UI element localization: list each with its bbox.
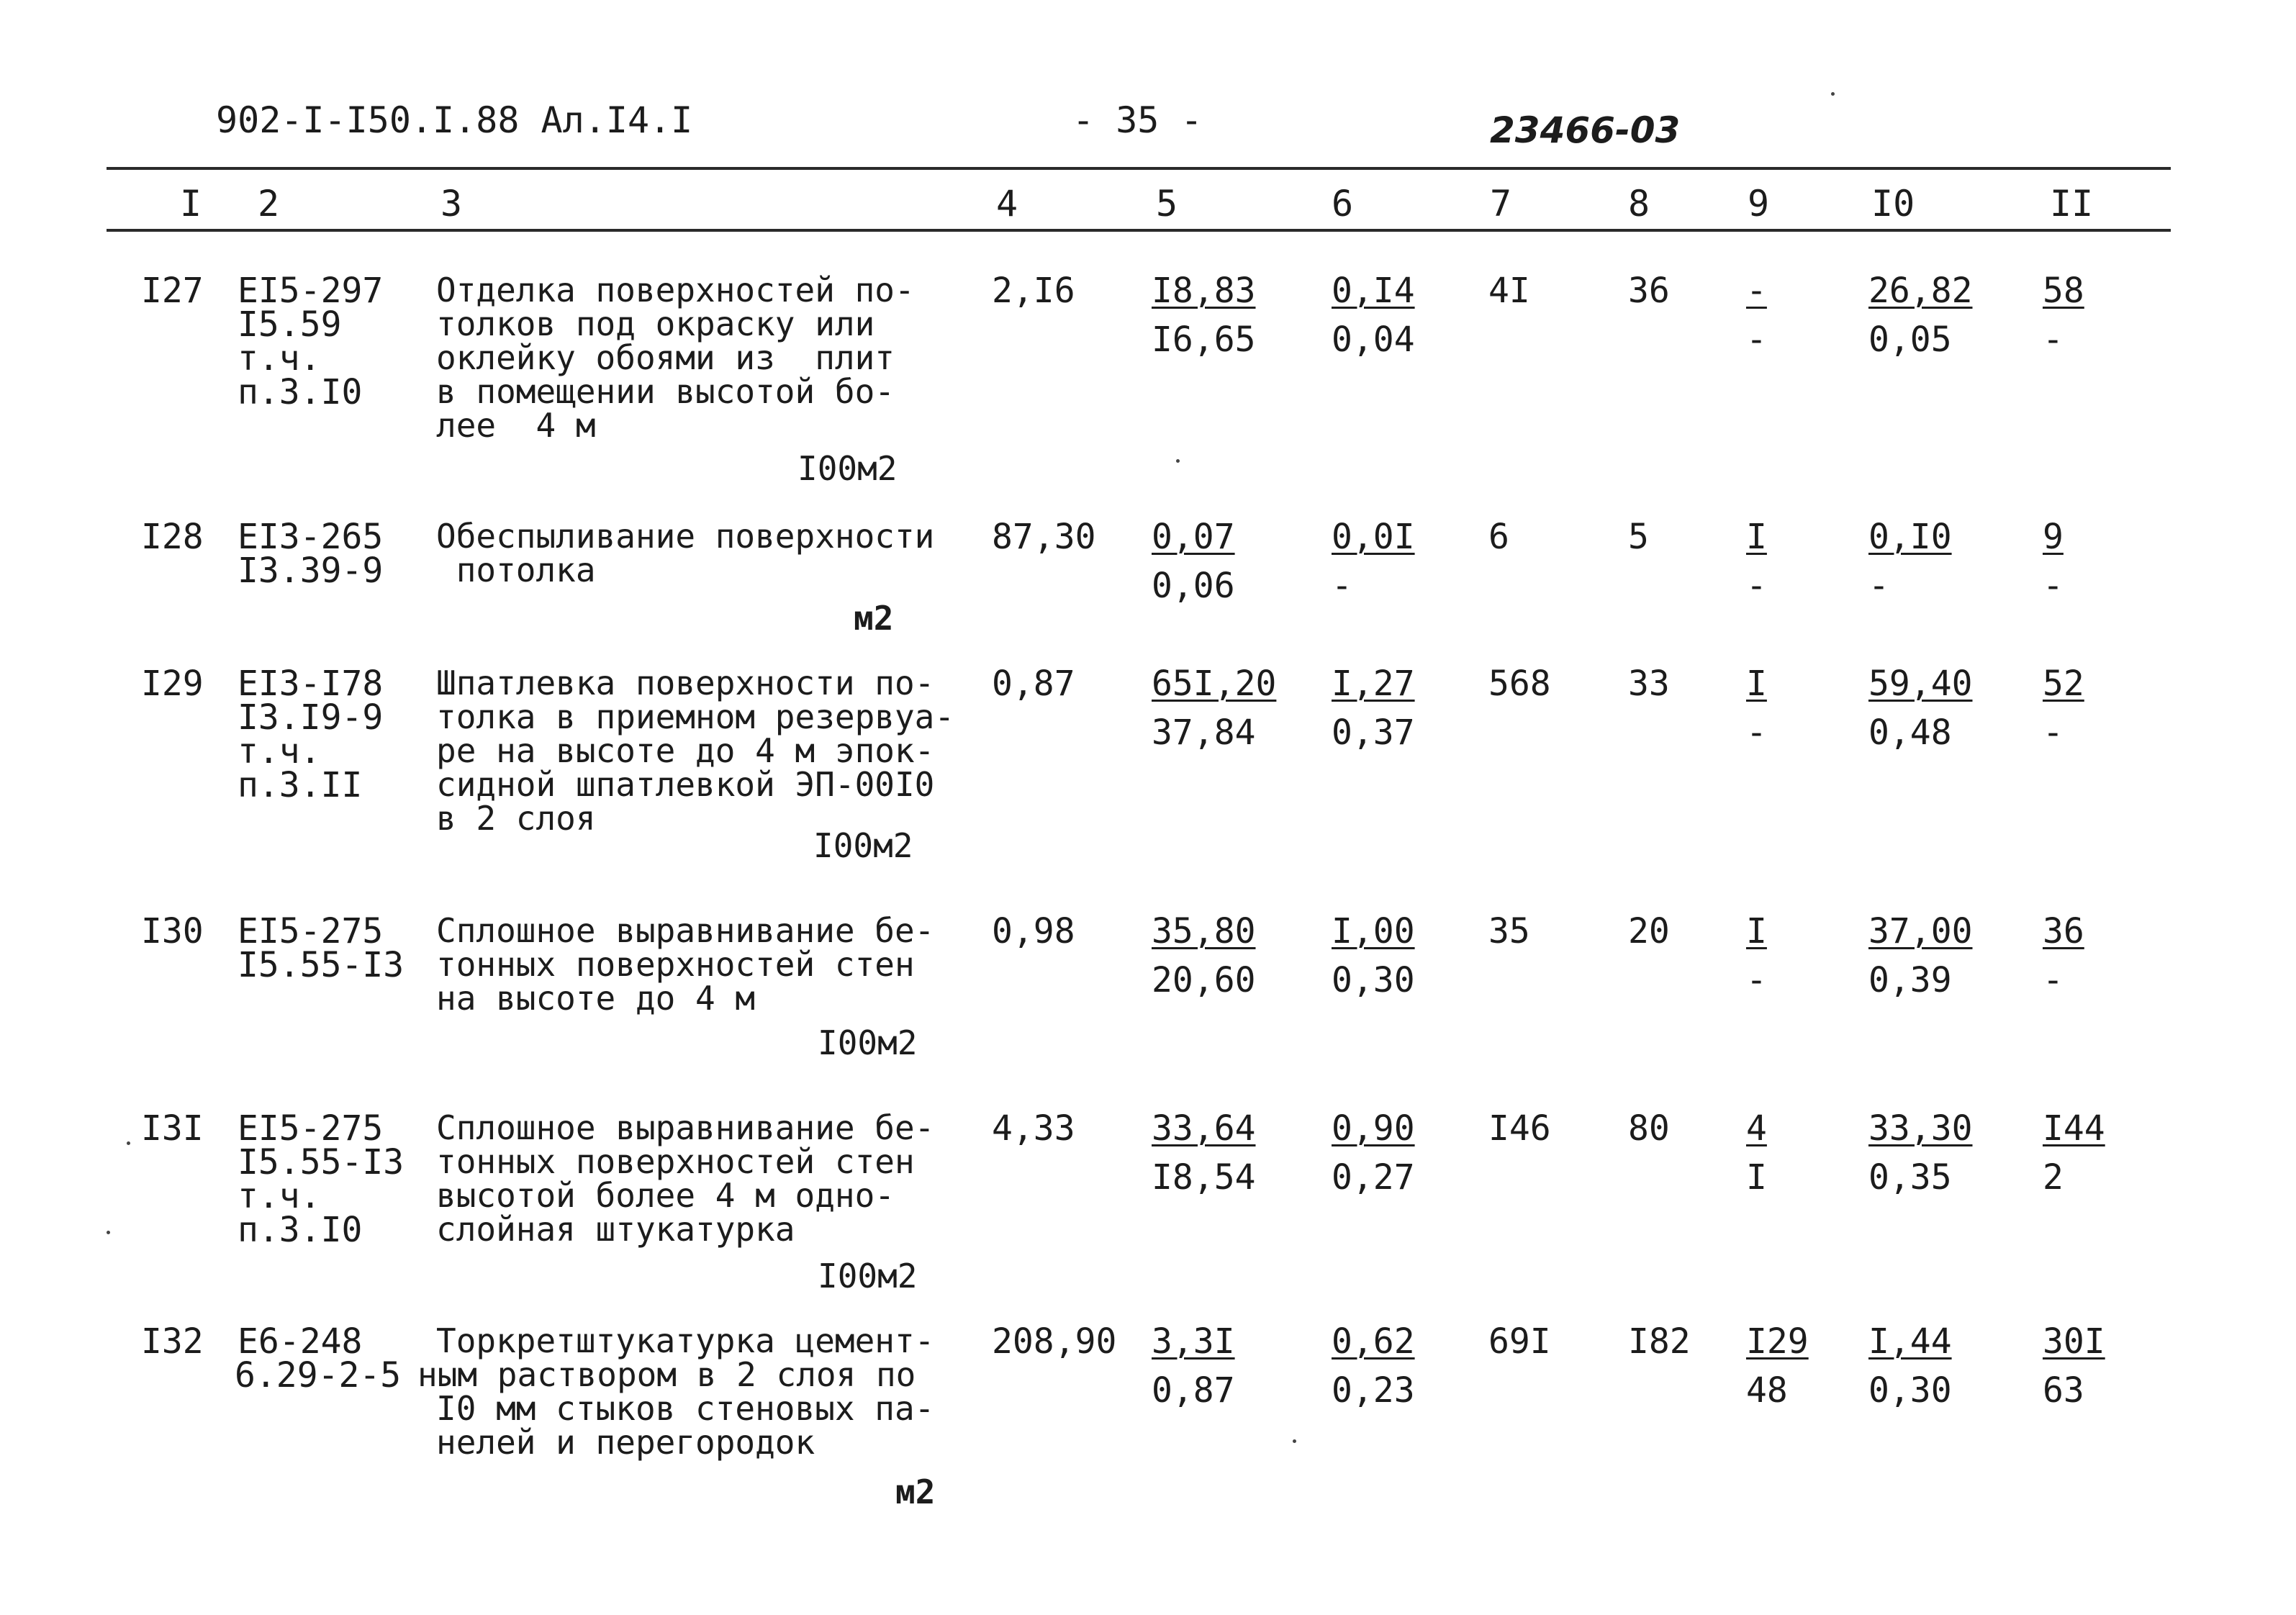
cost-denominator: 0,30 <box>1332 960 1415 1000</box>
unit-label: I00м2 <box>818 1023 918 1062</box>
norm-code: EI5-297 <box>238 271 384 311</box>
cost-denominator: 0,05 <box>1868 320 1952 360</box>
norm-code: п.3.I0 <box>238 372 363 412</box>
cost-total: 5 <box>1628 517 1649 557</box>
unit-label: м2 <box>895 1472 936 1511</box>
cost-total: 35 <box>1488 911 1530 951</box>
norm-code: I5.59 <box>238 304 342 345</box>
col-header: 5 <box>1156 183 1178 225</box>
unit-label: I00м2 <box>813 826 913 865</box>
cost-denominator: - <box>1746 566 1767 606</box>
cost-numerator: I <box>1746 664 1767 704</box>
cost-numerator: 52 <box>2043 664 2084 704</box>
col-header: 9 <box>1748 183 1770 225</box>
cost-numerator: 0,I0 <box>1868 517 1952 557</box>
cost-denominator: - <box>2043 960 2064 1000</box>
cost-numerator: I <box>1746 911 1767 951</box>
col-header: 4 <box>996 183 1018 225</box>
cost-numerator: 26,82 <box>1868 271 1973 311</box>
row-number: I3I <box>141 1108 204 1149</box>
unit-label: м2 <box>854 599 894 638</box>
cost-numerator: 0,07 <box>1152 517 1235 557</box>
cost-numerator: 4 <box>1746 1108 1767 1149</box>
cost-numerator: 33,64 <box>1152 1108 1256 1149</box>
cost-denominator: 0,39 <box>1868 960 1952 1000</box>
cost-numerator: 33,30 <box>1868 1108 1973 1149</box>
norm-code: I3.39-9 <box>238 551 384 591</box>
top-rule <box>107 167 2171 170</box>
cost-denominator: 0,06 <box>1152 566 1235 606</box>
work-description: в помещении высотой бо- <box>436 372 895 411</box>
col-header: 7 <box>1490 183 1512 225</box>
cost-denominator: I6,65 <box>1152 320 1256 360</box>
cost-numerator: - <box>1746 271 1767 311</box>
cost-numerator: I,44 <box>1868 1321 1952 1362</box>
work-description: I0 мм стыков стеновых па- <box>436 1389 935 1428</box>
cost-numerator: 35,80 <box>1152 911 1256 951</box>
cost-denominator: 20,60 <box>1152 960 1256 1000</box>
cost-denominator: 37,84 <box>1152 712 1256 753</box>
norm-code: I5.55-I3 <box>238 1142 404 1182</box>
cost-denominator: I8,54 <box>1152 1157 1256 1198</box>
work-description: Шпатлевка поверхности по- <box>436 664 935 702</box>
work-description: ре на высоте до 4 м эпок- <box>436 731 935 770</box>
cost-numerator: 30I <box>2043 1321 2105 1362</box>
cost-denominator: 2 <box>2043 1157 2064 1198</box>
cost-numerator: 3,3I <box>1152 1321 1235 1362</box>
cost-total: 69I <box>1488 1321 1551 1362</box>
cost-denominator: 0,87 <box>1152 1370 1235 1411</box>
cost-numerator: 0,0I <box>1332 517 1415 557</box>
cost-numerator: 59,40 <box>1868 664 1973 704</box>
work-description: нелей и перегородок <box>436 1423 815 1462</box>
cost-denominator: - <box>1746 960 1767 1000</box>
cost-numerator: 0,90 <box>1332 1108 1415 1149</box>
row-number: I32 <box>141 1321 204 1362</box>
norm-code: EI3-I78 <box>238 664 384 704</box>
work-description: Обеспыливание поверхности <box>436 517 935 556</box>
work-description: тонных поверхностей стен <box>436 945 915 984</box>
speck <box>1831 92 1835 96</box>
quantity: 0,87 <box>992 664 1075 704</box>
cost-denominator: - <box>1868 566 1889 606</box>
quantity: 0,98 <box>992 911 1075 951</box>
row-number: I27 <box>141 271 204 311</box>
col-header: II <box>2050 183 2094 225</box>
speck <box>107 1231 110 1234</box>
norm-code: EI5-275 <box>238 1108 384 1149</box>
cost-denominator: 0,23 <box>1332 1370 1415 1411</box>
cost-total: I46 <box>1488 1108 1551 1149</box>
work-description: в 2 слоя <box>436 799 596 838</box>
work-description: высотой более 4 м одно- <box>436 1176 895 1215</box>
col-header: 8 <box>1628 183 1650 225</box>
cost-numerator: 58 <box>2043 271 2084 311</box>
cost-total: 33 <box>1628 664 1670 704</box>
cost-denominator: - <box>2043 320 2064 360</box>
cost-total: 4I <box>1488 271 1530 311</box>
cost-numerator: I8,83 <box>1152 271 1256 311</box>
work-description: Отделка поверхностей по- <box>436 271 915 309</box>
work-description: толка в приемном резервуа- <box>436 697 955 736</box>
cost-numerator: 0,I4 <box>1332 271 1415 311</box>
cost-total: I82 <box>1628 1321 1691 1362</box>
header-rule <box>107 229 2171 232</box>
cost-total: 36 <box>1628 271 1670 311</box>
quantity: 87,30 <box>992 517 1096 557</box>
cost-numerator: I29 <box>1746 1321 1809 1362</box>
cost-denominator: 48 <box>1746 1370 1788 1411</box>
cost-numerator: 36 <box>2043 911 2084 951</box>
cost-denominator: 0,27 <box>1332 1157 1415 1198</box>
cost-denominator: 0,37 <box>1332 712 1415 753</box>
norm-code: I3.I9-9 <box>238 697 384 738</box>
cost-numerator: 37,00 <box>1868 911 1973 951</box>
norm-code: EI3-265 <box>238 517 384 557</box>
cost-numerator: I,00 <box>1332 911 1415 951</box>
cost-denominator: - <box>1746 320 1767 360</box>
work-description: Сплошное выравнивание бе- <box>436 1108 935 1147</box>
cost-total: 568 <box>1488 664 1551 704</box>
cost-total: 20 <box>1628 911 1670 951</box>
row-number: I30 <box>141 911 204 951</box>
quantity: 4,33 <box>992 1108 1075 1149</box>
work-description: потолка <box>436 551 596 589</box>
page-number: - 35 - <box>1072 99 1203 141</box>
norm-code: п.3.II <box>238 765 363 805</box>
row-number: I28 <box>141 517 204 557</box>
work-description: тонных поверхностей стен <box>436 1142 915 1181</box>
doc-code: 902-I-I50.I.88 Ал.I4.I <box>216 99 693 141</box>
cost-total: 80 <box>1628 1108 1670 1149</box>
work-description: оклейку обоями из плит <box>436 338 895 377</box>
col-header: I <box>180 183 202 225</box>
row-number: I29 <box>141 664 204 704</box>
cost-numerator: 9 <box>2043 517 2064 557</box>
speck <box>1293 1439 1296 1443</box>
handwritten-code: 23466-03 <box>1490 109 1681 151</box>
work-description: на высоте до 4 м <box>436 979 756 1018</box>
cost-denominator: 0,04 <box>1332 320 1415 360</box>
cost-denominator: - <box>2043 566 2064 606</box>
cost-total: 6 <box>1488 517 1509 557</box>
cost-denominator: - <box>1746 712 1767 753</box>
norm-code: т.ч. <box>238 1176 321 1216</box>
work-description: Сплошное выравнивание бе- <box>436 911 935 950</box>
col-header: 6 <box>1332 183 1354 225</box>
cost-denominator: 63 <box>2043 1370 2084 1411</box>
speck <box>1176 459 1180 463</box>
quantity: 2,I6 <box>992 271 1075 311</box>
cost-numerator: I <box>1746 517 1767 557</box>
work-description: сидной шпатлевкой ЭП-00I0 <box>436 765 935 804</box>
col-header: 2 <box>258 183 280 225</box>
work-description: слойная штукатурка <box>436 1210 795 1249</box>
cost-denominator: 0,35 <box>1868 1157 1952 1198</box>
cost-denominator: - <box>2043 712 2064 753</box>
cost-denominator: 0,30 <box>1868 1370 1952 1411</box>
work-description: ным раствором в 2 слоя по <box>417 1355 916 1394</box>
col-header: I0 <box>1871 183 1915 225</box>
cost-denominator: - <box>1332 566 1352 606</box>
work-description: лее 4 м <box>436 406 596 445</box>
work-description: толков под окраску или <box>436 304 875 343</box>
cost-denominator: 0,48 <box>1868 712 1952 753</box>
norm-code: 6.29-2-5 <box>235 1355 402 1395</box>
cost-denominator: I <box>1746 1157 1767 1198</box>
cost-numerator: I,27 <box>1332 664 1415 704</box>
col-header: 3 <box>440 183 463 225</box>
norm-code: E6-248 <box>238 1321 363 1362</box>
unit-label: I00м2 <box>818 1257 918 1295</box>
unit-label: I00м2 <box>797 449 898 488</box>
norm-code: I5.55-I3 <box>238 945 404 985</box>
norm-code: EI5-275 <box>238 911 384 951</box>
cost-numerator: 0,62 <box>1332 1321 1415 1362</box>
quantity: 208,90 <box>992 1321 1117 1362</box>
speck <box>127 1141 130 1145</box>
norm-code: т.ч. <box>238 338 321 379</box>
cost-numerator: I44 <box>2043 1108 2105 1149</box>
norm-code: п.3.I0 <box>238 1210 363 1250</box>
cost-numerator: 65I,20 <box>1152 664 1277 704</box>
work-description: Торкретштукатурка цемент- <box>436 1321 935 1360</box>
norm-code: т.ч. <box>238 731 321 772</box>
